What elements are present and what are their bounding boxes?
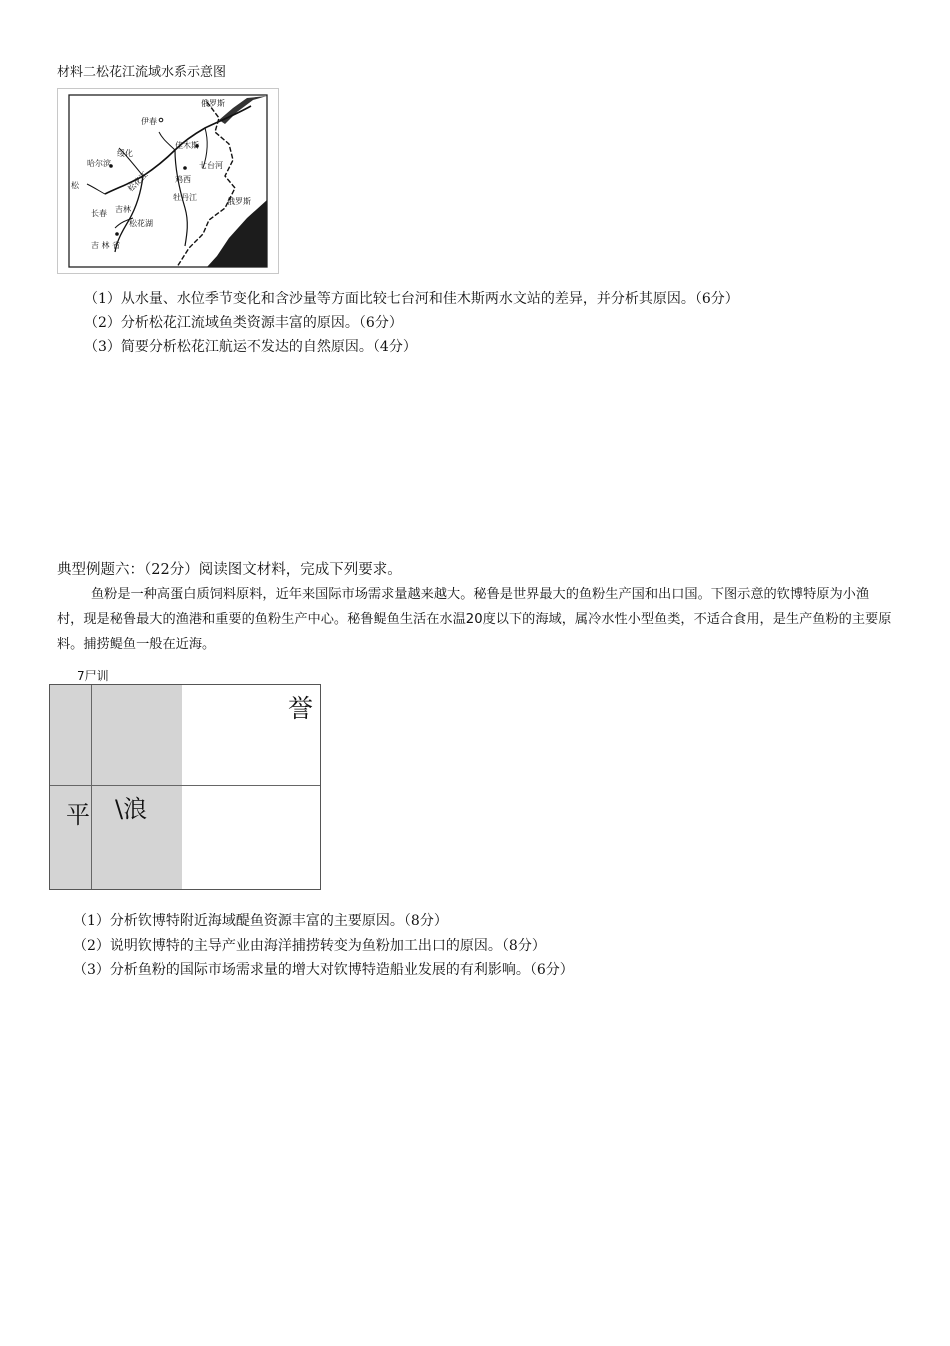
question-1-2: （2）分析松花江流域鱼类资源丰富的原因。（6分） bbox=[84, 315, 403, 331]
jixi-marker bbox=[183, 166, 187, 170]
question-2-2: （2）说明钦博特的主导产业由海洋捕捞转变为鱼粉加工出口的原因。（8分） bbox=[73, 938, 546, 954]
question-2-1: （1）分析钦博特附近海域醍鱼资源丰富的主要原因。（8分） bbox=[73, 913, 448, 929]
label-russia-top: 俄罗斯 bbox=[201, 99, 225, 108]
chimbote-figure bbox=[49, 684, 321, 890]
changchun-marker bbox=[115, 232, 119, 236]
question-1-1: （1）从水量、水位季节变化和含沙量等方面比较七台河和佳木斯两水文站的差异，并分析其原因。（6分） bbox=[84, 291, 739, 307]
label-suihua: 绥化 bbox=[117, 149, 133, 158]
figure-caption: 7尸训 bbox=[77, 669, 109, 683]
label-russia-bottom: 俄罗斯 bbox=[227, 197, 251, 206]
label-songyuan: 松 bbox=[71, 181, 79, 190]
figure-char-left: 平 bbox=[66, 801, 90, 829]
question-2-3: （3）分析鱼粉的国际市场需求量的增大对钦博特造船业发展的有利影响。（6分） bbox=[73, 962, 574, 978]
label-mudanjiang: 牡丹江 bbox=[173, 193, 197, 202]
label-songhuahu: 松花湖 bbox=[129, 219, 153, 228]
label-jiamusi: 佳木斯 bbox=[175, 141, 199, 150]
label-songhuajiang: 松花江 bbox=[126, 170, 150, 194]
figure-char-top-right: 誉 bbox=[288, 694, 314, 723]
label-jixi: 鸡西 bbox=[175, 175, 191, 184]
example-heading: 典型例题六：（22分）阅读图文材料，完成下列要求。 bbox=[57, 562, 402, 578]
example-paragraph: 鱼粉是一种高蛋白质饲料原料，近年来国际市场需求量越来越大。秘鲁是世界最大的鱼粉生产国和出口国。下图示意的钦博特原为小渔村，现是秘鲁最大的渔港和重要的鱼粉生产中心。秘鲁鳀鱼生活在水温20度以下的海域，属冷水性小型鱼类，不适合食用，是生产鱼粉的主要原料。捕捞鳀鱼一般在近海。 bbox=[57, 587, 892, 652]
songhua-river-map bbox=[57, 88, 279, 274]
label-harbin: 哈尔滨 bbox=[87, 159, 111, 168]
question-1-3: （3）简要分析松花江航运不发达的自然原因。（4分） bbox=[84, 339, 417, 355]
label-changchun: 长春 bbox=[91, 209, 107, 218]
label-jilin-province: 吉 林 省 bbox=[91, 241, 121, 250]
figure-shaded-area bbox=[50, 685, 182, 889]
label-yichun: 伊春 bbox=[141, 117, 157, 126]
figure-vertical-line bbox=[91, 685, 92, 889]
label-qitaihe: 七台河 bbox=[199, 161, 223, 170]
figure-char-middle: \浪 bbox=[115, 795, 148, 823]
material-title: 材料二松花江流域水系示意图 bbox=[57, 65, 227, 80]
figure-horizontal-line bbox=[50, 785, 320, 786]
label-jilin-city: 吉林 bbox=[115, 205, 131, 214]
